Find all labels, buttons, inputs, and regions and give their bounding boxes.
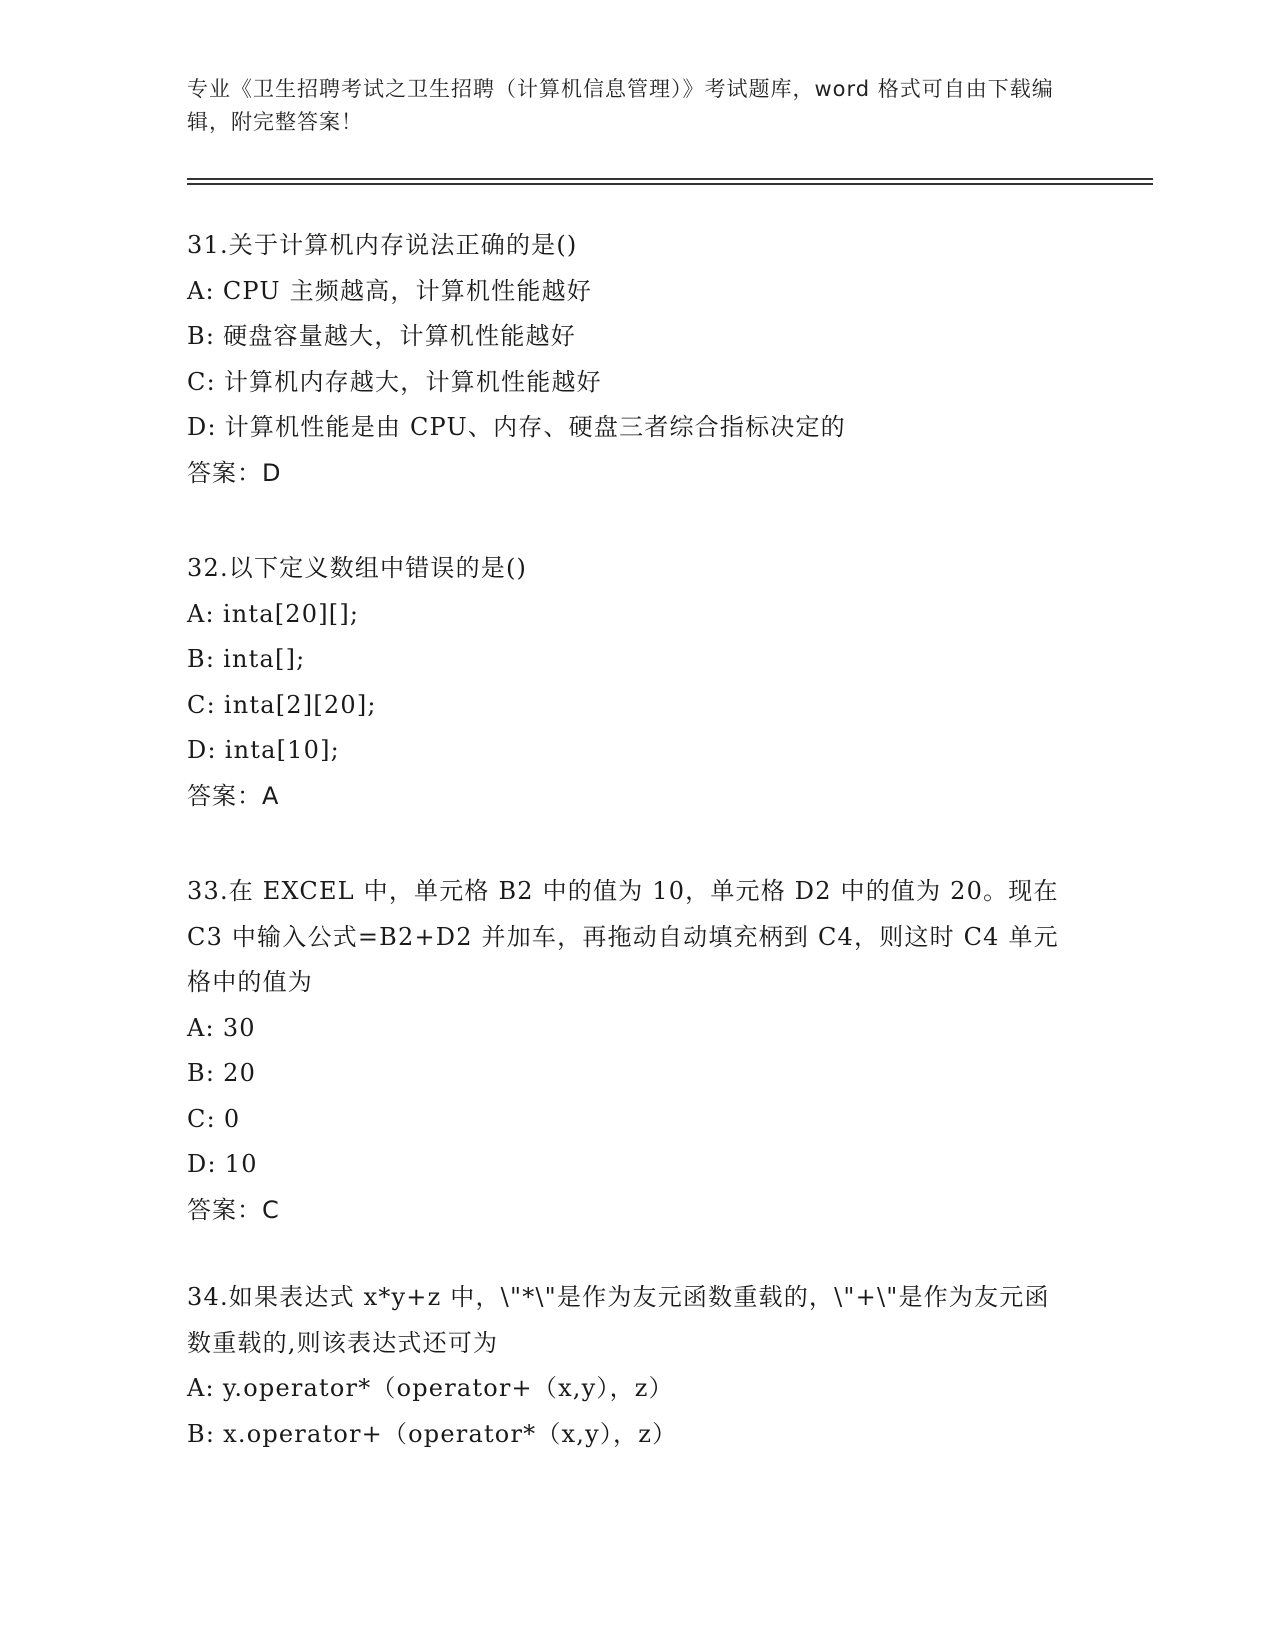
option-c <box>187 683 1087 729</box>
option-label: B: <box>187 1419 216 1448</box>
option-label: D: <box>187 1150 217 1178</box>
option-text: 计算机性能是由 CPU、内存、硬盘三者综合指标决定的 <box>224 413 846 441</box>
option-b <box>187 1051 1087 1097</box>
option-d <box>187 728 1087 774</box>
question-stem: 31.关于计算机内存说法正确的是() <box>187 231 578 259</box>
option-text: x.operator+（operator*（x,y），z） <box>223 1419 678 1448</box>
option-text: y.operator*（operator+（x,y），z） <box>222 1374 674 1402</box>
option-b <box>187 314 1087 360</box>
option-text: 20 <box>223 1059 257 1087</box>
option-text: 0 <box>223 1104 241 1133</box>
option-label: C: <box>187 367 216 396</box>
option-a <box>187 1366 1087 1412</box>
option-text: inta[2][20]; <box>223 690 377 719</box>
option-text: 10 <box>224 1150 258 1178</box>
option-a <box>187 269 1087 315</box>
question-33 <box>187 869 1087 1233</box>
option-label: B: <box>187 645 216 673</box>
option-label: A: <box>187 599 215 628</box>
option-label: C: <box>187 690 216 719</box>
option-label: C: <box>187 1104 216 1133</box>
answer-line: 答案：A <box>187 781 280 810</box>
option-a <box>187 592 1087 638</box>
question-32 <box>187 546 1087 819</box>
option-text: 计算机内存越大，计算机性能越好 <box>223 367 602 396</box>
option-c <box>187 360 1087 406</box>
answer-line: 答案：C <box>187 1195 280 1224</box>
option-text: inta[10]; <box>224 736 340 764</box>
header-text: 专业《卫生招聘考试之卫生招聘（计算机信息管理）》考试题库，word 格式可自由下载编辑，附完整答案！ <box>187 77 1054 134</box>
option-text: 硬盘容量越大，计算机性能越好 <box>223 322 576 350</box>
option-text: CPU 主频越高，计算机性能越好 <box>222 276 592 305</box>
option-b <box>187 1412 1087 1458</box>
option-label: B: <box>187 1059 216 1087</box>
option-label: A: <box>187 1013 215 1042</box>
option-label: B: <box>187 322 216 350</box>
option-d <box>187 405 1087 451</box>
option-text: inta[]; <box>223 645 306 673</box>
option-a <box>187 1006 1087 1052</box>
option-text: inta[20][]; <box>222 599 360 628</box>
question-stem: 32.以下定义数组中错误的是() <box>187 554 528 582</box>
option-label: A: <box>187 276 215 305</box>
question-stem: 34.如果表达式 x*y+z 中，\"*\"是作为友元函数重载的，\"+\"是作为友元函数重载的,则该表达式还可为 <box>187 1283 1050 1357</box>
option-label: D: <box>187 736 217 764</box>
option-c <box>187 1097 1087 1143</box>
document-header <box>187 73 1067 139</box>
header-divider-bottom <box>187 183 1153 185</box>
question-stem: 33.在 EXCEL 中，单元格 B2 中的值为 10，单元格 D2 中的值为 20。现在 C3 中输入公式=B2+D2 并加车，再拖动自动填充柄到 C4，则这时 C4 单元格中的值为 <box>187 877 1059 996</box>
option-d <box>187 1142 1087 1188</box>
option-label: D: <box>187 413 217 441</box>
question-31 <box>187 223 1087 496</box>
option-label: A: <box>187 1374 215 1402</box>
answer-line: 答案：D <box>187 458 282 487</box>
header-divider-top <box>187 178 1153 180</box>
question-34 <box>187 1275 1087 1457</box>
option-b <box>187 637 1087 683</box>
option-text: 30 <box>222 1013 256 1042</box>
